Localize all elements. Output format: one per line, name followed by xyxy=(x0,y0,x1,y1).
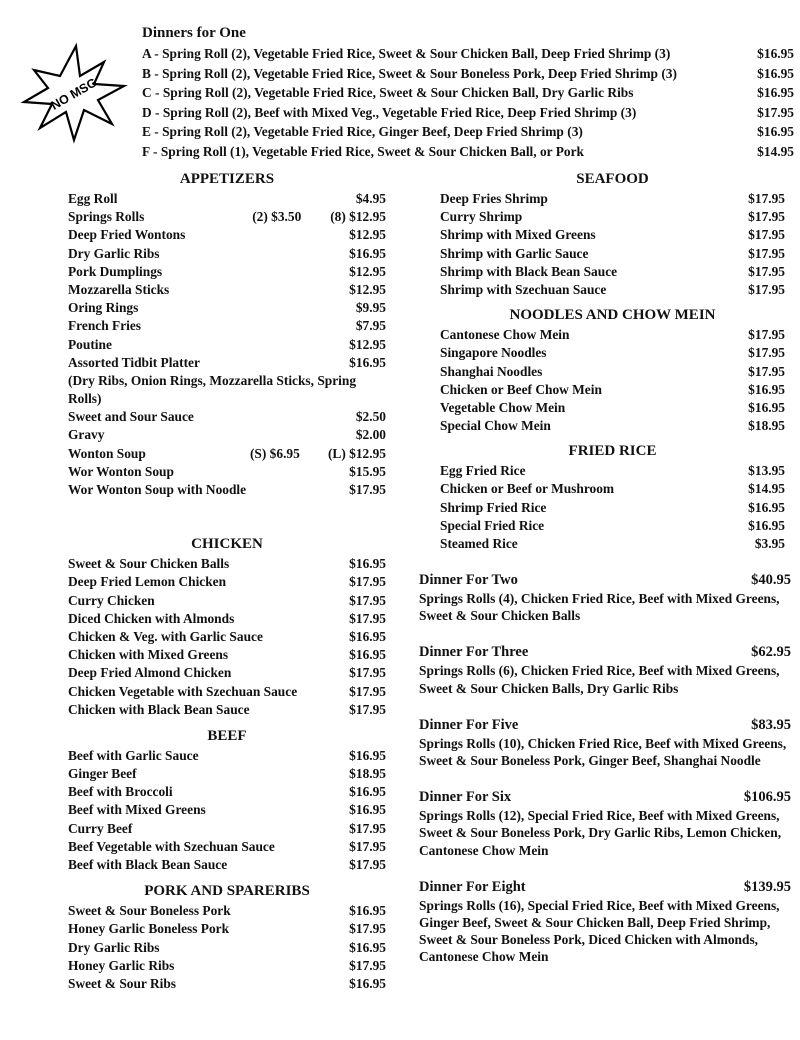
menu-item xyxy=(68,190,386,208)
item-name: Dry Garlic Ribs xyxy=(68,939,160,955)
item-price: $17.95 xyxy=(748,227,785,243)
item-name: Sweet & Sour Chicken Balls xyxy=(68,556,230,572)
item-price: $12.95 xyxy=(349,281,386,297)
dinner-for-one-item xyxy=(142,64,794,84)
item-price: $16.95 xyxy=(757,124,794,140)
item-name: Chicken with Mixed Greens xyxy=(68,647,229,663)
item-price: $16.95 xyxy=(349,647,386,663)
item-price: $9.95 xyxy=(355,300,386,316)
menu-item xyxy=(440,226,785,244)
menu-item xyxy=(68,481,386,499)
menu-item xyxy=(68,463,386,481)
item-price: $15.95 xyxy=(349,463,386,479)
item-price: $17.95 xyxy=(349,957,386,973)
item-name: Mozzarella Sticks xyxy=(68,281,170,297)
item-name: Chicken or Beef Chow Mein xyxy=(440,381,602,397)
item-price: $17.95 xyxy=(748,345,785,361)
item-price: $17.95 xyxy=(748,263,785,279)
combo-price: $139.95 xyxy=(743,878,791,895)
item-name: Diced Chicken with Almonds xyxy=(68,610,235,626)
menu-item xyxy=(440,535,785,553)
menu-item xyxy=(68,646,386,664)
item-price: $16.95 xyxy=(349,556,386,572)
item-name: Shrimp with Black Bean Sauce xyxy=(440,263,618,279)
item-option-small: (S) $6.95 xyxy=(249,445,300,461)
item-name: Wonton Soup xyxy=(68,445,146,461)
combo-description: Springs Rolls (16), Special Fried Rice, Beef with Mixed Greens, Ginger Beef, Sweet & Sour Chicken Ball, Deep Fried Shrimp, Sweet & Sour Boneless Pork, Diced Chicken with Almonds, Cantonese Chow Mein xyxy=(419,897,780,965)
item-name: Deep Fried Wontons xyxy=(68,227,186,243)
menu-item xyxy=(440,190,785,208)
menu-item xyxy=(68,610,386,628)
menu-item xyxy=(68,801,386,819)
item-name: Beef with Garlic Sauce xyxy=(68,747,199,763)
item-price: $12.95 xyxy=(349,263,386,279)
item-option-large: (L) $12.95 xyxy=(327,445,386,461)
menu-item xyxy=(440,208,785,226)
item-price: $16.95 xyxy=(349,939,386,955)
item-price: $16.95 xyxy=(349,903,386,919)
item-name: Deep Fries Shrimp xyxy=(440,191,548,206)
item-price: $14.95 xyxy=(748,481,785,497)
item-label: E - Spring Roll (2), Vegetable Fried Rice, Ginger Beef, Deep Fried Shrimp (3) xyxy=(142,124,583,140)
item-name: Assorted Tidbit Platter xyxy=(68,354,200,370)
item-name: Curry Chicken xyxy=(68,592,155,608)
item-label: A - Spring Roll (2), Vegetable Fried Rice, Sweet & Sour Chicken Ball, Deep Fried Shrimp (3) xyxy=(142,46,671,61)
item-name: Curry Shrimp xyxy=(440,209,523,225)
menu-item xyxy=(68,408,386,426)
combo-dinner xyxy=(419,715,791,769)
item-price: $17.95 xyxy=(757,104,794,120)
item-price: $16.95 xyxy=(748,381,785,397)
item-price: $12.95 xyxy=(349,336,386,352)
item-name: Sweet & Sour Boneless Pork xyxy=(68,903,231,919)
menu-item xyxy=(68,747,386,765)
combo-price: $83.95 xyxy=(751,716,791,733)
item-price: $16.95 xyxy=(349,747,386,763)
item-name: Honey Garlic Ribs xyxy=(68,957,175,973)
item-name: Egg Roll xyxy=(68,191,118,206)
menu-item xyxy=(68,701,386,719)
item-price: $16.95 xyxy=(757,65,794,81)
item-name: Curry Beef xyxy=(68,820,133,836)
item-name: Chicken with Black Bean Sauce xyxy=(68,701,250,717)
combo-price: $40.95 xyxy=(751,572,791,588)
menu-item xyxy=(440,517,785,535)
item-name: Sweet & Sour Ribs xyxy=(68,975,177,991)
item-price: $16.95 xyxy=(349,802,386,818)
beef-heading: BEEF xyxy=(207,727,247,744)
dinner-for-one-item xyxy=(142,142,794,162)
item-price: $16.95 xyxy=(748,499,785,515)
item-price: $7.95 xyxy=(355,318,386,334)
pork-heading: PORK AND SPARERIBS xyxy=(144,883,310,900)
menu-item xyxy=(68,426,386,444)
menu-item xyxy=(68,245,386,263)
item-label: F - Spring Roll (1), Vegetable Fried Rice, Sweet & Sour Chicken Ball, or Pork xyxy=(142,143,584,159)
menu-item xyxy=(68,317,386,335)
item-price: $14.95 xyxy=(757,143,794,159)
menu-item xyxy=(440,344,785,362)
item-price: $17.95 xyxy=(349,574,386,590)
item-name: French Fries xyxy=(68,318,142,334)
item-label: D - Spring Roll (2), Beef with Mixed Veg., Vegetable Fried Rice, Deep Fried Shrimp (3) xyxy=(142,104,637,120)
right-menu-column xyxy=(440,168,785,553)
item-label: C - Spring Roll (2), Vegetable Fried Rice, Sweet & Sour Chicken Ball, Dry Garlic Ribs xyxy=(142,85,634,101)
menu-item xyxy=(68,592,386,610)
item-name: Shanghai Noodles xyxy=(440,363,543,379)
menu-item xyxy=(440,281,785,299)
item-price: $17.95 xyxy=(748,281,785,297)
menu-item xyxy=(440,399,785,417)
family-dinners-section xyxy=(419,570,791,966)
menu-item xyxy=(68,920,386,938)
no-msg-text: NO MSG xyxy=(48,75,100,113)
item-name: Sweet and Sour Sauce xyxy=(68,409,194,425)
menu-item xyxy=(68,336,386,354)
menu-item xyxy=(440,326,785,344)
menu-item xyxy=(68,820,386,838)
item-price: $16.95 xyxy=(748,399,785,415)
combo-title: Dinner For Six xyxy=(419,789,512,806)
menu-item xyxy=(68,573,386,591)
menu-item xyxy=(68,765,386,783)
item-price: $17.95 xyxy=(748,191,785,206)
menu-item xyxy=(68,902,386,920)
item-price: $17.95 xyxy=(349,701,386,717)
item-name: Honey Garlic Boneless Pork xyxy=(68,921,230,937)
item-name: Wor Wonton Soup with Noodle xyxy=(68,482,247,498)
combo-title: Dinner For Eight xyxy=(419,878,526,895)
combo-description: Springs Rolls (4), Chicken Fried Rice, Beef with Mixed Greens, Sweet & Sour Chicken Balls xyxy=(419,591,780,624)
left-menu-column xyxy=(68,168,386,993)
item-price: $2.50 xyxy=(355,409,386,425)
menu-item xyxy=(68,628,386,646)
item-price: $17.95 xyxy=(349,820,386,836)
seafood-heading: SEAFOOD xyxy=(576,171,649,187)
dinner-for-one-item xyxy=(142,44,794,64)
item-price: $16.95 xyxy=(349,784,386,800)
dinner-for-one-item xyxy=(142,83,794,103)
item-name: Egg Fried Rice xyxy=(440,463,526,479)
item-price: $12.95 xyxy=(349,227,386,243)
dinners-for-one-section xyxy=(142,22,794,162)
combo-dinner xyxy=(419,787,791,859)
item-name: Chicken or Beef or Mushroom xyxy=(440,481,615,497)
item-name: Shrimp Fried Rice xyxy=(440,499,547,515)
item-name: Vegetable Chow Mein xyxy=(440,399,566,415)
dinners-for-one-title: Dinners for One xyxy=(142,25,246,41)
item-name: Pork Dumplings xyxy=(68,263,163,279)
item-price: $17.95 xyxy=(349,592,386,608)
menu-item xyxy=(440,480,785,498)
menu-item xyxy=(68,783,386,801)
menu-item xyxy=(68,957,386,975)
menu-item xyxy=(440,462,785,480)
dinner-for-one-item xyxy=(142,122,794,142)
item-name: Wor Wonton Soup xyxy=(68,463,174,479)
item-price: $17.95 xyxy=(349,683,386,699)
item-price: $17.95 xyxy=(748,363,785,379)
item-price: $3.95 xyxy=(754,536,785,551)
item-name: Deep Fried Lemon Chicken xyxy=(68,574,227,590)
menu-item xyxy=(440,263,785,281)
item-name: Poutine xyxy=(68,336,112,352)
menu-item xyxy=(68,555,386,573)
menu-item xyxy=(68,664,386,682)
item-price: $16.95 xyxy=(757,46,794,61)
menu-item xyxy=(68,263,386,281)
menu-item xyxy=(440,245,785,263)
menu-item xyxy=(68,354,386,372)
item-price: $18.95 xyxy=(748,418,785,434)
item-name: Oring Rings xyxy=(68,300,139,316)
combo-dinner xyxy=(419,642,791,696)
item-name: Beef Vegetable with Szechuan Sauce xyxy=(68,838,275,854)
combo-title: Dinner For Three xyxy=(419,644,529,661)
item-name: Shrimp with Szechuan Sauce xyxy=(440,281,607,297)
menu-item xyxy=(68,208,386,226)
item-name: Deep Fried Almond Chicken xyxy=(68,665,232,681)
item-price: $13.95 xyxy=(748,463,785,479)
item-name: Chicken Vegetable with Szechuan Sauce xyxy=(68,683,298,699)
item-name: Ginger Beef xyxy=(68,766,137,782)
item-name: Shrimp with Mixed Greens xyxy=(440,227,596,243)
fried-rice-heading: FRIED RICE xyxy=(568,443,657,460)
item-price: $17.95 xyxy=(349,857,386,873)
item-name: Shrimp with Garlic Sauce xyxy=(440,245,589,261)
item-price: $17.95 xyxy=(748,327,785,343)
item-name: Springs Rolls xyxy=(68,209,145,225)
chicken-heading: CHICKEN xyxy=(191,536,263,553)
item-price: $17.95 xyxy=(349,665,386,681)
menu-item xyxy=(440,499,785,517)
item-name: Cantonese Chow Mein xyxy=(440,327,570,343)
item-price: $17.95 xyxy=(349,921,386,937)
item-price: $4.95 xyxy=(355,191,386,206)
combo-price: $62.95 xyxy=(751,644,791,661)
item-price: $16.95 xyxy=(349,354,386,370)
item-price: $16.95 xyxy=(349,975,386,991)
platter-note: (Dry Ribs, Onion Rings, Mozzarella Sticks, Spring Rolls) xyxy=(68,372,357,407)
item-name: Gravy xyxy=(68,427,105,443)
menu-item xyxy=(68,838,386,856)
item-price: $16.95 xyxy=(748,517,785,533)
combo-title: Dinner For Five xyxy=(419,716,519,733)
item-price: $17.95 xyxy=(349,838,386,854)
item-name: Dry Garlic Ribs xyxy=(68,245,160,261)
combo-dinner xyxy=(419,570,791,624)
item-name: Singapore Noodles xyxy=(440,345,547,361)
item-name: Beef with Mixed Greens xyxy=(68,802,206,818)
item-label: B - Spring Roll (2), Vegetable Fried Rice, Sweet & Sour Boneless Pork, Deep Fried Shrimp (3) xyxy=(142,65,677,81)
menu-item xyxy=(440,381,785,399)
menu-item xyxy=(68,939,386,957)
menu-item xyxy=(68,445,386,463)
appetizers-heading: APPETIZERS xyxy=(179,171,275,187)
menu-item xyxy=(440,363,785,381)
menu-item xyxy=(68,683,386,701)
item-price: $16.95 xyxy=(349,245,386,261)
item-option-small: (2) $3.50 xyxy=(252,209,302,225)
item-name: Special Chow Mein xyxy=(440,418,551,434)
item-name: Beef with Broccoli xyxy=(68,784,173,800)
item-price: $16.95 xyxy=(757,85,794,101)
item-name: Beef with Black Bean Sauce xyxy=(68,857,228,873)
item-price: $2.00 xyxy=(355,427,386,443)
combo-price: $106.95 xyxy=(743,789,791,806)
item-price: $16.95 xyxy=(349,628,386,644)
menu-item xyxy=(440,417,785,435)
item-price: $17.95 xyxy=(748,245,785,261)
item-price: $17.95 xyxy=(349,482,386,498)
noodles-heading: NOODLES AND CHOW MEIN xyxy=(509,307,716,324)
item-price: $18.95 xyxy=(349,766,386,782)
item-name: Chicken & Veg. with Garlic Sauce xyxy=(68,628,263,644)
menu-item xyxy=(68,856,386,874)
item-price: $17.95 xyxy=(349,610,386,626)
menu-item xyxy=(68,226,386,244)
combo-description: Springs Rolls (12), Special Fried Rice, Beef with Mixed Greens, Sweet & Sour Boneless Pork, Dry Garlic Ribs, Lemon Chicken, Cantonese Chow Mein xyxy=(419,808,782,858)
no-msg-starburst-badge xyxy=(20,42,128,144)
combo-description: Springs Rolls (6), Chicken Fried Rice, Beef with Mixed Greens, Sweet & Sour Chicken Balls, Dry Garlic Ribs xyxy=(419,663,780,696)
item-name: Steamed Rice xyxy=(440,536,518,551)
combo-title: Dinner For Two xyxy=(419,572,518,588)
menu-item xyxy=(68,299,386,317)
item-name: Special Fried Rice xyxy=(440,517,545,533)
combo-description: Springs Rolls (10), Chicken Fried Rice, Beef with Mixed Greens, Sweet & Sour Boneless Pork, Ginger Beef, Shanghai Noodle xyxy=(419,735,787,769)
dinner-for-one-item xyxy=(142,103,794,123)
menu-item xyxy=(68,975,386,993)
item-option-large: (8) $12.95 xyxy=(330,209,386,225)
combo-dinner xyxy=(419,877,791,966)
menu-item xyxy=(68,281,386,299)
item-price: $17.95 xyxy=(748,209,785,225)
